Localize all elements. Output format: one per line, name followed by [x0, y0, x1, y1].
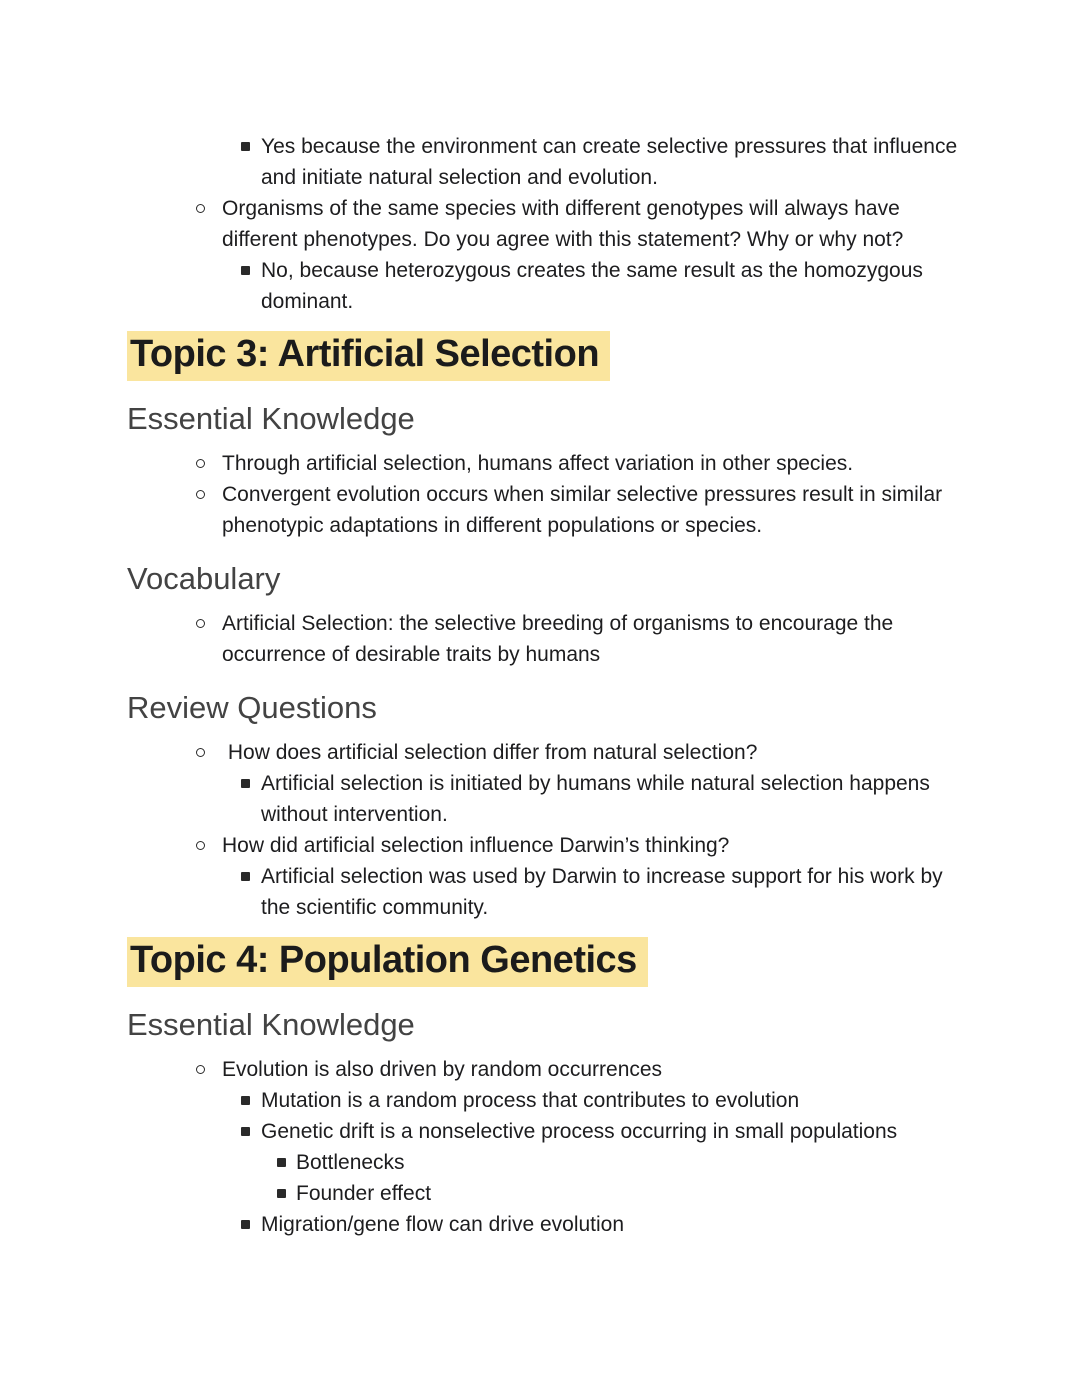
square-bullet-icon	[241, 872, 250, 881]
bullet-marker	[196, 830, 222, 850]
bullet-item	[127, 830, 962, 861]
bullet-text: Convergent evolution occurs when similar selective pressures result in similar phenotypic adaptations in different populations or species.	[222, 483, 948, 537]
bullet-item	[127, 448, 962, 479]
bullet-item	[127, 255, 962, 317]
circle-bullet-icon	[196, 459, 205, 468]
bullet-marker	[241, 861, 261, 881]
square-bullet-icon	[277, 1158, 286, 1167]
bullet-text: Yes because the environment can create selective pressures that influence and initiate natural selection and evolution.	[261, 135, 963, 189]
bullet-marker	[277, 1178, 296, 1198]
bullet-item	[127, 1147, 962, 1178]
bullet-text: Migration/gene flow can drive evolution	[261, 1213, 625, 1236]
bullet-text: Genetic drift is a nonselective process occurring in small populations	[261, 1120, 898, 1143]
topic-heading-text: Topic 4: Population Genetics	[127, 937, 648, 987]
bullet-marker	[196, 737, 222, 757]
topic-heading	[127, 331, 962, 381]
bullet-item	[127, 608, 962, 670]
circle-bullet-icon	[196, 204, 205, 213]
circle-bullet-icon	[196, 841, 205, 850]
bullet-text: Evolution is also driven by random occurrences	[222, 1058, 663, 1081]
bullet-text: Through artificial selection, humans affect variation in other species.	[222, 452, 854, 475]
bullet-text: Mutation is a random process that contributes to evolution	[261, 1089, 800, 1112]
square-bullet-icon	[241, 1096, 250, 1105]
bullet-item	[127, 131, 962, 193]
bullet-item	[127, 1209, 962, 1240]
bullet-item	[127, 193, 962, 255]
square-bullet-icon	[241, 1127, 250, 1136]
bullet-text: Founder effect	[296, 1182, 432, 1205]
bullet-item	[127, 861, 962, 923]
bullet-marker	[241, 131, 261, 151]
bullet-item	[127, 479, 962, 541]
circle-bullet-icon	[196, 490, 205, 499]
bullet-marker	[241, 1085, 261, 1105]
bullet-text: How does artificial selection differ from natural selection?	[222, 741, 758, 764]
bullet-item	[127, 1054, 962, 1085]
square-bullet-icon	[241, 266, 250, 275]
circle-bullet-icon	[196, 748, 205, 757]
bullet-item	[127, 1085, 962, 1116]
section-heading: Vocabulary	[127, 561, 281, 596]
topic-heading-text: Topic 3: Artificial Selection	[127, 331, 610, 381]
bullet-item	[127, 1178, 962, 1209]
bullet-marker	[196, 479, 222, 499]
bullet-marker	[241, 1116, 261, 1136]
bullet-marker	[196, 193, 222, 213]
bullet-marker	[241, 255, 261, 275]
bullet-marker	[241, 1209, 261, 1229]
bullet-marker	[196, 1054, 222, 1074]
bullet-marker	[196, 448, 222, 468]
square-bullet-icon	[277, 1189, 286, 1198]
section-heading: Review Questions	[127, 690, 377, 725]
bullet-text: Bottlenecks	[296, 1151, 405, 1174]
square-bullet-icon	[241, 142, 250, 151]
topic-heading	[127, 937, 962, 987]
bullet-text: Artificial Selection: the selective breeding of organisms to encourage the occurrence of desirable traits by humans	[222, 612, 900, 666]
section-heading: Essential Knowledge	[127, 401, 415, 436]
bullet-text: Artificial selection was used by Darwin to increase support for his work by the scientific community.	[261, 865, 949, 919]
bullet-item	[127, 768, 962, 830]
square-bullet-icon	[241, 779, 250, 788]
circle-bullet-icon	[196, 1065, 205, 1074]
bullet-text: Artificial selection is initiated by humans while natural selection happens without intervention.	[261, 772, 936, 826]
bullet-text: Organisms of the same species with different genotypes will always have different phenotypes. Do you agree with this statement? Why or why not?	[222, 197, 906, 251]
bullet-marker	[196, 608, 222, 628]
bullet-marker	[241, 768, 261, 788]
bullet-text: How did artificial selection influence Darwin’s thinking?	[222, 834, 730, 857]
bullet-item	[127, 737, 962, 768]
bullet-marker	[277, 1147, 296, 1167]
section-heading: Essential Knowledge	[127, 1007, 415, 1042]
circle-bullet-icon	[196, 619, 205, 628]
bullet-item	[127, 1116, 962, 1147]
bullet-text: No, because heterozygous creates the same result as the homozygous dominant.	[261, 259, 929, 313]
square-bullet-icon	[241, 1220, 250, 1229]
